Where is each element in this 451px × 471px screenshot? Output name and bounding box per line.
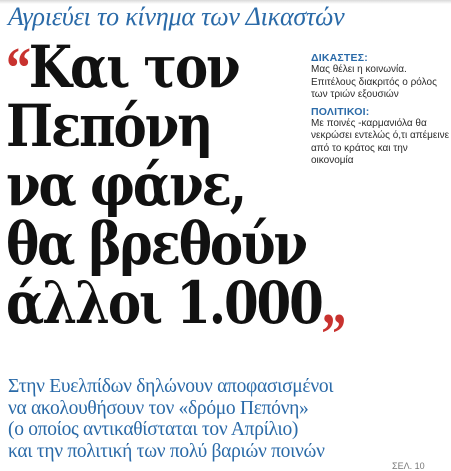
side-block-politicians [311, 106, 451, 168]
page-reference: ΣΕΛ. 10 [392, 461, 425, 471]
headline-line-3: να φάνε, [6, 151, 245, 219]
headline-close-quote: „ [321, 271, 345, 336]
headline-line-5 [6, 269, 345, 337]
deck-line-2: να ακολουθήσουν τον «δρόμο Πεπόνη» [8, 397, 309, 419]
judges-text: Μας θέλει η κοινωνία. Επιτέλους διακριτός ο ρόλος των τριών εξουσιών [311, 64, 437, 100]
side-block-judges [311, 52, 451, 102]
headline-open-quote: “ [6, 35, 29, 100]
politicians-text: Με ποινές -καρμανιόλα θα νεκρώσει εντελώς ό,τι απέμεινε από το κράτος και την οικονομία [311, 117, 450, 166]
politicians-label: ΠΟΛΙΤΙΚΟΙ: [311, 105, 370, 118]
headline-line-1 [6, 33, 273, 101]
headline-line-5-text: άλλοι 1.000 [6, 269, 322, 337]
side-column [311, 52, 451, 172]
article-kicker: Αγριεύει το κίνημα των Δικαστών [8, 2, 345, 31]
headline-line-4: θα βρεθούν [6, 210, 306, 278]
headline-line-2: Πεπόνη [6, 92, 212, 160]
deck-line-3: (ο οποίος αντικαθίσταται τον Απρίλιο) [8, 419, 299, 440]
deck-line-1: Στην Ευελπίδων δηλώνουν αποφασισμένοι [8, 376, 334, 397]
article-deck [8, 376, 448, 462]
deck-line-4: και την πολιτική των πολύ βαριών ποινών [8, 440, 325, 462]
headline-line-1-text: Και τον [28, 33, 239, 101]
judges-label: ΔΙΚΑΣΤΕΣ: [311, 52, 368, 64]
